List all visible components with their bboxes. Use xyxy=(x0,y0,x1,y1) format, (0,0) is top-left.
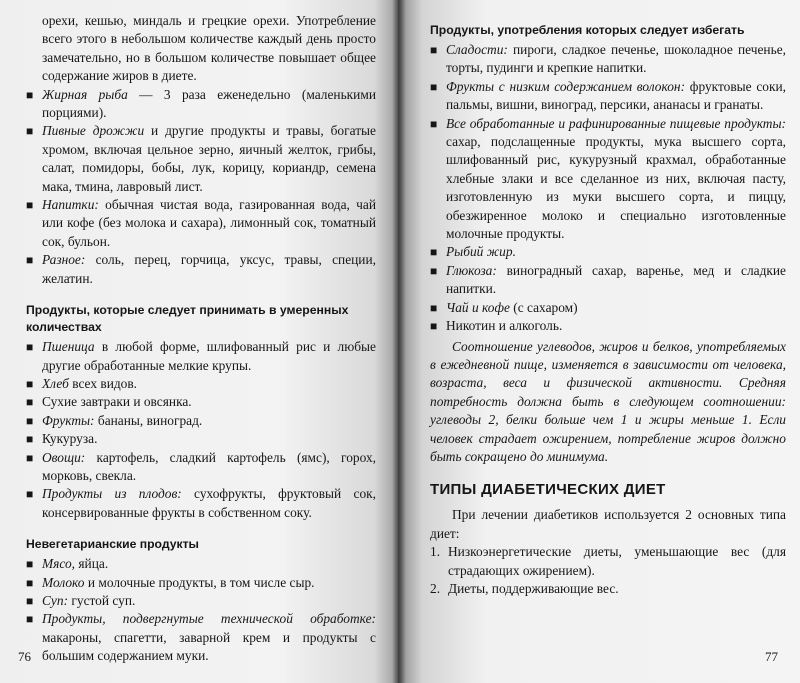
list-item: ■ Напитки: обычная чистая вода, газированная вода, чай или кофе (без молока и сахара), лимонный сок, томатный сок, бульон. xyxy=(26,197,376,249)
bullet-icon: ■ xyxy=(430,116,438,131)
bullet-icon: ■ xyxy=(26,432,34,447)
page-number-left: 76 xyxy=(18,649,31,664)
list-item: ■ Хлеб всех видов. xyxy=(26,375,376,393)
list-item: ■ Пивные дрожжи и другие продукты и травы, богатые хромом, включая цельное зерно, яичный желток, грибы, салат, помидоры, бобы, лук, корицу, кориандр, семена мака, тмина, лавровый лист. xyxy=(26,123,376,194)
list-item: ■ Продукты из плодов: сухофрукты, фруктовый сок, консервированные фрукты в собственном соку. xyxy=(26,486,376,520)
bullet-icon: ■ xyxy=(26,575,34,590)
diet-types-list xyxy=(430,543,786,598)
list-top xyxy=(26,86,376,288)
ratio-note: Соотношение углеводов, жиров и белков, употребляемых в ежедневной пище, изменяется в зависимости от человека, возраста, веса и физической активности. Средняя потребность должна быть в следующем соотношении: углеводы 2, белки больше чем 1 и жиры меньше 1. Если человек страдает ожирением, потребление жиров должно быть сокращено до минимума. xyxy=(430,338,786,464)
heading-moderate: Продукты, которые следует принимать в умеренных количествах xyxy=(26,303,349,335)
list-item: ■ Сладости: пироги, сладкое печенье, шоколадное печенье, торты, пудинги и крепкие напитки. xyxy=(430,42,786,76)
list-item: ■ Разное: соль, перец, горчица, уксус, травы, специи, желатин. xyxy=(26,252,376,286)
list-item: ■ Рыбий жир. xyxy=(430,243,786,261)
bullet-icon: ■ xyxy=(26,487,34,502)
list-item: ■ Молоко и молочные продукты, в том числе сыр. xyxy=(26,574,376,592)
bullet-icon: ■ xyxy=(26,557,34,572)
page-number-right: 77 xyxy=(765,649,778,664)
heading-nonveg: Невегетарианские продукты xyxy=(26,537,199,552)
bullet-icon: ■ xyxy=(430,79,438,94)
bullet-icon: ■ xyxy=(430,300,438,315)
list-item: ■ Суп: густой суп. xyxy=(26,592,376,610)
list-item: 1. Низкоэнергетические диеты, уменьшающие вес (для страдающих ожирением). xyxy=(430,544,786,578)
list-item: ■ Жирная рыба — 3 раза еженедельно (маленькими порциями). xyxy=(26,86,376,121)
heading-avoid: Продукты, употребления которых следует избегать xyxy=(430,23,745,37)
bullet-icon: ■ xyxy=(430,43,438,57)
bullet-icon: ■ xyxy=(26,612,34,627)
bullet-icon: ■ xyxy=(430,263,438,278)
bullet-icon: ■ xyxy=(26,253,34,268)
bullet-icon: ■ xyxy=(26,395,34,410)
list-nonveg xyxy=(26,555,376,665)
list-item: ■ Овощи: картофель, сладкий картофель (ямс), горох, морковь, свекла. xyxy=(26,449,376,483)
bullet-icon: ■ xyxy=(26,450,34,465)
list-item: ■ Все обработанные и рафинированные пищевые продукты: сахар, подслащенные продукты, мука высшего сорта, шлифованный рис, кукурузный крахмал, обработанные хлебные злаки и все сделанное из них, включая пасту, изготовленную из муки высшего сорта, и пиццу, обезжиренное молоко и специально изготовленные молочные продукты. xyxy=(430,115,786,242)
bullet-icon: ■ xyxy=(26,376,34,391)
bullet-icon: ■ xyxy=(430,245,438,260)
list-item: ■ Фрукты: бананы, виноград. xyxy=(26,412,376,430)
left-page xyxy=(0,0,398,683)
book-gutter xyxy=(392,0,406,683)
list-item: ■ Продукты, подвергнутые технической обработке: макароны, спагетти, заварной крем и продукты с большим содержанием муки. xyxy=(26,611,376,664)
right-page xyxy=(398,0,800,683)
intro-paragraph: При лечении диабетиков используется 2 основных типа диет: xyxy=(430,507,786,541)
bullet-icon: ■ xyxy=(26,87,34,102)
list-item: ■ Мясо, яйца. xyxy=(26,555,376,573)
list-item: ■ Сухие завтраки и овсянка. xyxy=(26,393,376,411)
bullet-icon: ■ xyxy=(430,319,438,334)
list-item: ■ Кукуруза. xyxy=(26,430,376,448)
bullet-icon: ■ xyxy=(26,198,34,213)
list-item: ■ Чай и кофе (с сахаром) xyxy=(430,299,786,317)
list-item: ■ Никотин и алкоголь. xyxy=(430,317,786,335)
section-title: ТИПЫ ДИАБЕТИЧЕСКИХ ДИЕТ xyxy=(430,481,666,499)
opening-paragraph: орехи, кешью, миндаль и грецкие орехи. Употребление всего этого в небольшом количестве каждый день просто замечательно, но в большом количестве повышает общее содержание жиров в диете. xyxy=(42,13,376,84)
bullet-icon: ■ xyxy=(26,413,34,428)
list-item: ■ Пшеница в любой форме, шлифованный рис и любые другие обработанные мелкие крупы. xyxy=(26,339,376,373)
bullet-icon: ■ xyxy=(26,593,34,608)
list-item: ■ Глюкоза: виноградный сахар, варенье, мед и сладкие напитки. xyxy=(430,262,786,297)
list-item: ■ Фрукты с низким содержанием волокон: фруктовые соки, пальмы, вишни, виноград, персики, ананасы и гранаты. xyxy=(430,78,786,113)
bullet-icon: ■ xyxy=(26,340,34,355)
list-moderate xyxy=(26,338,376,522)
list-item: 2. Диеты, поддерживающие вес. xyxy=(430,580,619,596)
bullet-icon: ■ xyxy=(26,124,34,139)
list-avoid xyxy=(430,41,786,336)
